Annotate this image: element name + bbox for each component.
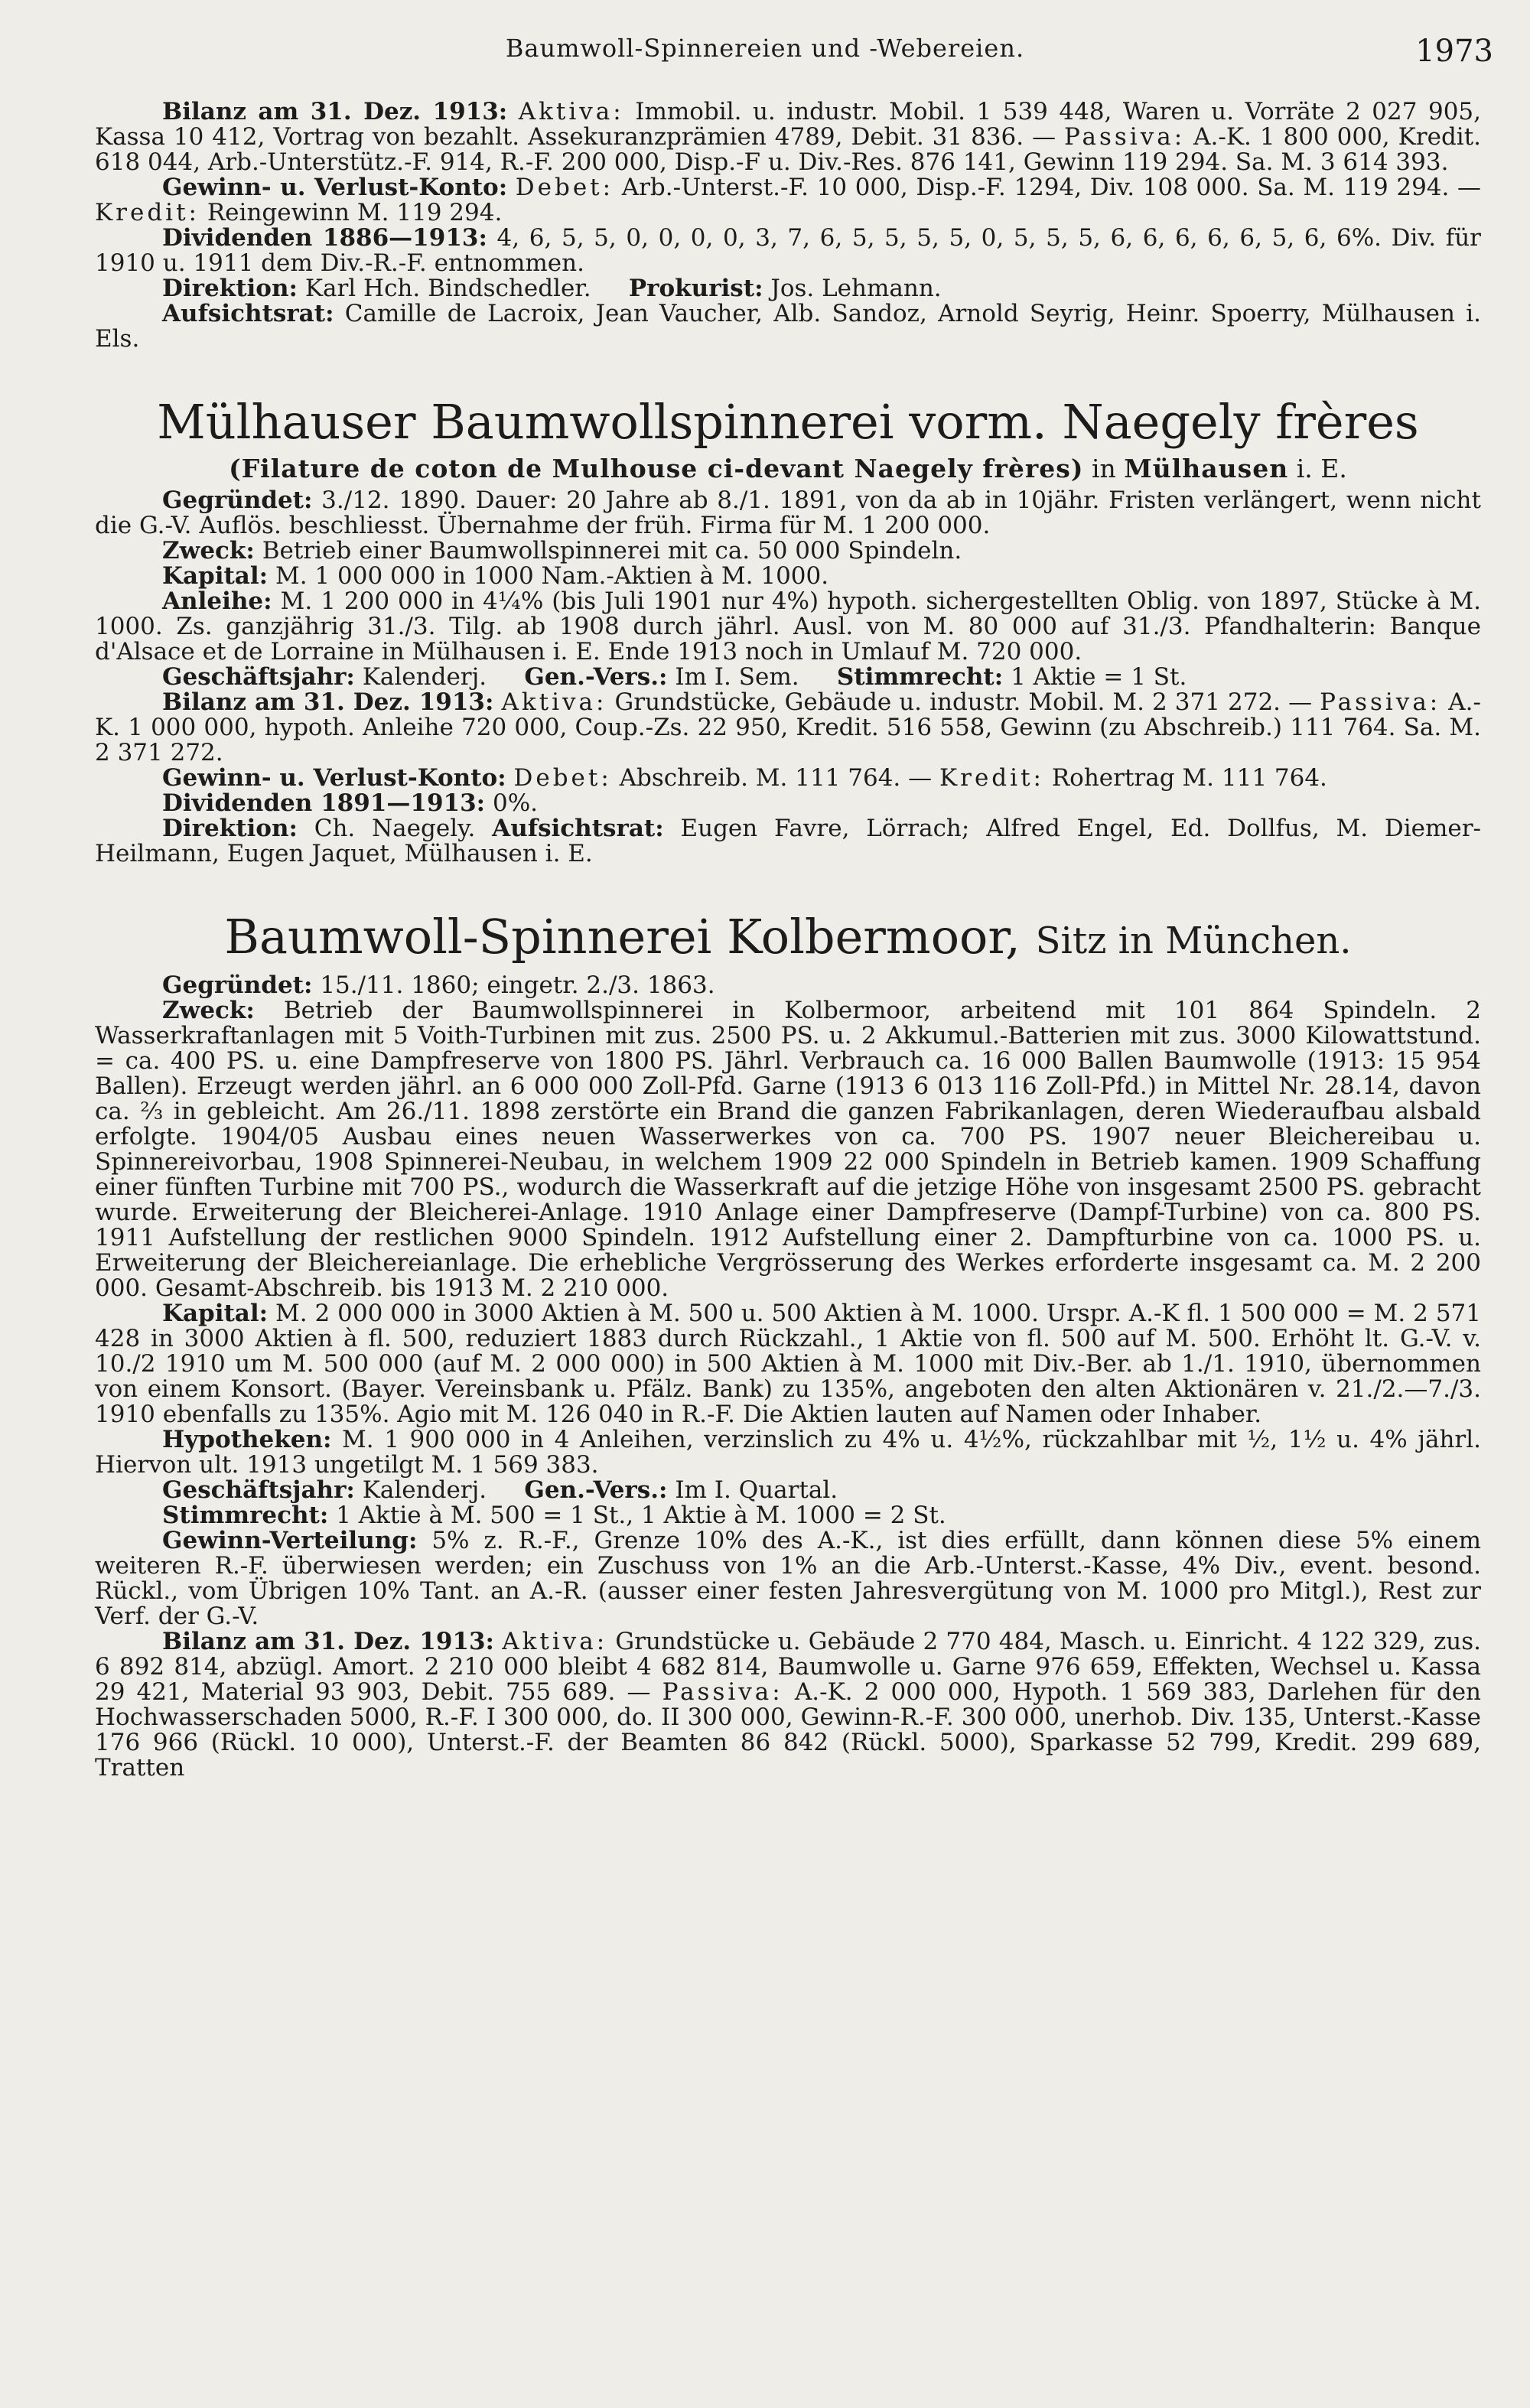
aufsichtsrat-label: Aufsichtsrat: xyxy=(162,300,334,327)
bilanz-label: Bilanz am 31. Dez. 1913: xyxy=(162,688,494,716)
hypotheken-paragraph xyxy=(95,1427,1481,1478)
bilanz-label: Bilanz am 31. Dez. 1913: xyxy=(162,98,508,125)
kapital-label: Kapital: xyxy=(162,1300,269,1327)
page-content xyxy=(95,99,1481,1781)
dividenden-label: Dividenden 1891—1913: xyxy=(162,789,486,817)
zweck-paragraph xyxy=(95,998,1481,1301)
geschaeftsjahr-text: Kalenderj. xyxy=(362,1476,487,1504)
guv-paragraph xyxy=(95,766,1481,791)
genvers-label: Gen.-Vers.: xyxy=(524,663,668,691)
passiva-word: Passiva: xyxy=(1064,123,1186,151)
guv-debet-text: Arb.-Unterst.-F. 10 000, Disp.-F. 1294, Div. 108 000. Sa. M. 119 294. — xyxy=(621,174,1482,201)
guv-debet-text: Abschreib. M. 111 764. — xyxy=(619,764,933,792)
zweck-paragraph xyxy=(95,539,1481,564)
bilanz-passiva-text: A.-K. 1 000 000, hypoth. Anleihe 720 000, Coup.-Zs. 22 950, Kredit. 516 558, Gewinn (zu Abschreib.) 111 764. Sa. M. 2 371 272. xyxy=(95,688,1482,766)
aufsichtsrat-text: Camille de Lacroix, Jean Vaucher, Alb. Sandoz, Arnold Seyrig, Heinr. Spoerry, Mülhausen i. Els. xyxy=(95,300,1481,353)
passiva-word: Passiva: xyxy=(1320,688,1441,716)
gegruendet-label: Gegründet: xyxy=(162,486,313,514)
bilanz-passiva-text: A.-K. 2 000 000, Hypoth. 1 569 383, Darlehen für den Hochwasserschaden 5000, R.-F. I 300 000, do. II 300 000, Gewinn-R.-F. 300 000, unerhob. Div. 135, Unterst.-Kasse 176 966 (Rückl. 10 000), Unterst.-F. der Beamten 86 842 (Rückl. 5000), Sparkasse 52 799, Kredit. 299 689, Tratten xyxy=(95,1678,1481,1782)
kapital-label: Kapital: xyxy=(162,562,269,590)
bilanz-paragraph xyxy=(95,1629,1481,1781)
stimmrecht-label: Stimmrecht: xyxy=(836,663,1004,691)
aktiva-word: Aktiva: xyxy=(501,688,607,716)
guv-label: Gewinn- u. Verlust-Konto: xyxy=(162,764,506,792)
kapital-paragraph xyxy=(95,1301,1481,1427)
direktion-paragraph xyxy=(95,276,1481,301)
genvers-text: Im I. Sem. xyxy=(675,663,799,691)
passiva-word: Passiva: xyxy=(662,1678,783,1706)
geschaeftsjahr-paragraph xyxy=(95,665,1481,690)
direktion-paragraph xyxy=(95,816,1481,867)
prokurist-label: Prokurist: xyxy=(628,275,763,302)
kredit-word: Kredit: xyxy=(95,199,200,226)
dividenden-label: Dividenden 1886—1913: xyxy=(162,224,487,252)
entry-kolbermoor xyxy=(95,910,1481,1781)
page-number: 1973 xyxy=(1415,34,1493,69)
bilanz-aktiva-text: Grundstücke u. Gebäude 2 770 484, Masch. u. Einricht. 4 122 329, zus. 6 892 814, abzügl. Amort. 2 210 000 bleibt 4 682 814, Baumwolle u. Garne 976 659, Effekten, Wechsel u. Kassa 29 421, Material 93 903, Debit. 755 689. — xyxy=(95,1628,1482,1706)
guv-paragraph xyxy=(95,175,1481,226)
direktion-label: Direktion: xyxy=(162,275,298,302)
page-header xyxy=(0,34,1530,80)
geschaeftsjahr-label: Geschäftsjahr: xyxy=(162,663,355,691)
subtitle-suffix: i. E. xyxy=(1296,454,1347,483)
gewinnverteilung-text: 5% z. R.-F., Grenze 10% des A.-K., ist dies erfüllt, dann können diese 5% einem weiteren R.-F. überwiesen werden; ein Zuschuss von 1% an die Arb.-Unterst.-Kasse, 4% Div., event. besond. Rückl., vom Übrigen 10% Tant. an A.-R. (ausser einer festen Jahresvergütung von M. 1000 pro Mitgl.), Rest zur Verf. der G.-V. xyxy=(95,1527,1481,1630)
gegruendet-paragraph xyxy=(95,488,1481,539)
dividenden-paragraph xyxy=(95,226,1481,276)
genvers-label: Gen.-Vers.: xyxy=(524,1476,668,1504)
company-subtitle xyxy=(95,454,1481,483)
aufsichtsrat-paragraph xyxy=(95,301,1481,352)
kapital-paragraph xyxy=(95,564,1481,589)
gewinnverteilung-label: Gewinn-Verteilung: xyxy=(162,1527,418,1554)
bilanz-aktiva-text: Immobil. u. industr. Mobil. 1 539 448, Waren u. Vorräte 2 027 905, Kassa 10 412, Vortrag von bezahlt. Assekuranzprämien 4789, Debit. 31 836. — xyxy=(95,98,1481,151)
anleihe-text: M. 1 200 000 in 4¼% (bis Juli 1901 nur 4%) hypoth. sichergestellten Oblig. von 1897, Stücke à M. 1000. Zs. ganzjährig 31./3. Tilg. ab 1908 durch jährl. Ausl. von M. 80 000 auf 31./3. Pfandhalterin: Banque d'Alsace et de Lorraine in Mülhausen i. E. Ende 1913 noch in Umlauf M. 720 000. xyxy=(95,587,1481,665)
bilanz-paragraph xyxy=(95,690,1481,766)
debet-word: Debet: xyxy=(513,764,612,792)
bilanz-label: Bilanz am 31. Dez. 1913: xyxy=(162,1628,494,1655)
anleihe-label: Anleihe: xyxy=(162,587,272,615)
company-title xyxy=(95,910,1481,968)
kredit-word: Kredit: xyxy=(939,764,1044,792)
bilanz-passiva-text: A.-K. 1 800 000, Kredit. 618 044, Arb.-Unterstütz.-F. 914, R.-F. 200 000, Disp.-F u. Div.-Res. 876 141, Gewinn 119 294. Sa. M. 3 614 393. xyxy=(95,123,1482,176)
aktiva-word: Aktiva: xyxy=(502,1628,608,1655)
direktion-text: Ch. Naegely. xyxy=(314,815,476,842)
zweck-label: Zweck: xyxy=(162,997,255,1024)
aufsichtsrat-text: Eugen Favre, Lörrach; Alfred Engel, Ed. Dollfus, M. Diemer-Heilmann, Eugen Jaquet, Mülhausen i. E. xyxy=(95,815,1481,867)
company-title-seat: Sitz in München. xyxy=(1035,919,1352,962)
direktion-text: Karl Hch. Bindschedler. xyxy=(304,275,591,302)
geschaeftsjahr-paragraph xyxy=(95,1478,1481,1503)
entry-naegely xyxy=(95,395,1481,867)
gegruendet-text: 15./11. 1860; eingetr. 2./3. 1863. xyxy=(320,971,715,999)
running-head: Baumwoll-Spinnereien und -Webereien. xyxy=(505,34,1025,63)
hypotheken-text: M. 1 900 000 in 4 Anleihen, verzinslich zu 4% u. 4½%, rückzahlbar mit ½, 1½ u. 4% jährl. Hiervon ult. 1913 ungetilgt M. 1 569 383. xyxy=(95,1426,1481,1479)
gegruendet-label: Gegründet: xyxy=(162,971,313,999)
bilanz-aktiva-text: Grundstücke, Gebäude u. industr. Mobil. M. 2 371 272. — xyxy=(614,688,1313,716)
company-title: Mülhauser Baumwollspinnerei vorm. Naegely frères xyxy=(157,394,1419,450)
hypotheken-label: Hypotheken: xyxy=(162,1426,332,1453)
zweck-text: Betrieb der Baumwollspinnerei in Kolbermoor, arbeitend mit 101 864 Spindeln. 2 Wasserkraftanlagen mit 5 Voith-Turbinen mit zus. 2500 PS. u. 2 Akkumul.-Batterien mit zus. 3000 Kilowattstund. = ca. 400 PS. u. eine Dampfreserve von 1800 PS. Jährl. Verbrauch ca. 16 000 Ballen Baumwolle (1913: 15 954 Ballen). Erzeugt werden jährl. an 6 000 000 Zoll-Pfd. Garne (1913 6 013 116 Zoll-Pfd.) in Mittel Nr. 28.14, davon ca. ⅔ in gebleicht. Am 26./11. 1898 zerstörte ein Brand die ganzen Fabrikanlagen, deren Wiederaufbau alsbald erfolgte. 1904/05 Ausbau eines neuen Wasserwerkes von ca. 700 PS. 1907 neuer Bleichereibau u. Spinnereivorbau, 1908 Spinnerei-Neubau, in welchem 1909 22 000 Spindeln in Betrieb kamen. 1909 Schaffung einer fünften Turbine mit 700 PS., wodurch die Wasserkraft auf die jetzige Höhe von insgesamt 2500 PS. gebracht wurde. Erweiterung der Bleicherei-Anlage. 1910 Anlage einer Dampfreserve (Dampf-Turbine) von ca. 800 PS. 1911 Aufstellung der restlichen 9000 Spindeln. 1912 Aufstellung einer 2. Dampfturbine von ca. 1000 PS. u. Erweiterung der Bleichereianlage. Die erhebliche Vergrösserung des Werkes erforderte insgesamt ca. M. 2 200 000. Gesamt-Abschreib. bis 1913 M. 2 210 000. xyxy=(95,997,1481,1302)
subtitle-in: in xyxy=(1091,454,1116,483)
guv-kredit-text: Reingewinn M. 119 294. xyxy=(207,199,503,226)
stimmrecht-text: 1 Aktie à M. 500 = 1 St., 1 Aktie à M. 1000 = 2 St. xyxy=(336,1502,946,1529)
prokurist-text: Jos. Lehmann. xyxy=(770,275,942,302)
anleihe-paragraph xyxy=(95,589,1481,665)
kapital-text: M. 2 000 000 in 3000 Aktien à M. 500 u. 500 Aktien à M. 1000. Urspr. A.-K fl. 1 500 000 = M. 2 571 428 in 3000 Aktien à fl. 500, reduziert 1883 durch Rückzahl., 1 Aktie von fl. 500 auf M. 500. Erhöht lt. G.-V. v. 10./2 1910 um M. 500 000 (auf M. 2 000 000) in 500 Aktien à M. 1000 mit Div.-Ber. ab 1./1. 1910, übernommen von einem Konsort. (Bayer. Vereinsbank u. Pfälz. Bank) zu 135%, angeboten den alten Aktionären v. 21./2.—7./3. 1910 ebenfalls zu 135%. Agio mit M. 126 040 in R.-F. Die Aktien lauten auf Namen oder Inhaber. xyxy=(95,1300,1481,1428)
geschaeftsjahr-label: Geschäftsjahr: xyxy=(162,1476,355,1504)
direktion-label: Direktion: xyxy=(162,815,298,842)
dividenden-text: 4, 6, 5, 5, 0, 0, 0, 0, 3, 7, 6, 5, 5, 5, 5, 0, 5, 5, 5, 6, 6, 6, 6, 6, 5, 6, 6%. Div. für 1910 u. 1911 dem Div.-R.-F. entnommen. xyxy=(95,224,1482,277)
bilanz-paragraph xyxy=(95,99,1481,175)
aktiva-word: Aktiva: xyxy=(518,98,624,125)
gegruendet-paragraph xyxy=(95,973,1481,998)
stimmrecht-label: Stimmrecht: xyxy=(162,1502,329,1529)
subtitle-french-name: (Filature de coton de Mulhouse ci-devant Naegely frères) xyxy=(229,454,1084,483)
dividenden-paragraph xyxy=(95,791,1481,816)
guv-label: Gewinn- u. Verlust-Konto: xyxy=(162,174,508,201)
debet-word: Debet: xyxy=(515,174,614,201)
subtitle-city: Mülhausen xyxy=(1124,454,1289,483)
zweck-label: Zweck: xyxy=(162,537,255,565)
gegruendet-text: 3./12. 1890. Dauer: 20 Jahre ab 8./1. 1891, von da ab in 10jähr. Fristen verlängert, wenn nicht die G.-V. Auflös. beschliesst. Übernahme der früh. Firma für M. 1 200 000. xyxy=(95,486,1481,539)
geschaeftsjahr-text: Kalenderj. xyxy=(362,663,487,691)
zweck-text: Betrieb einer Baumwollspinnerei mit ca. 50 000 Spindeln. xyxy=(262,537,962,565)
genvers-text: Im I. Quartal. xyxy=(675,1476,838,1504)
gewinnverteilung-paragraph xyxy=(95,1528,1481,1629)
dividenden-text: 0%. xyxy=(492,789,539,817)
aufsichtsrat-label: Aufsichtsrat: xyxy=(492,815,664,842)
guv-kredit-text: Rohertrag M. 111 764. xyxy=(1051,764,1327,792)
stimmrecht-text: 1 Aktie = 1 St. xyxy=(1011,663,1187,691)
kapital-text: M. 1 000 000 in 1000 Nam.-Aktien à M. 1000. xyxy=(275,562,829,590)
stimmrecht-paragraph xyxy=(95,1503,1481,1528)
company-title-main: Baumwoll-Spinnerei Kolbermoor, xyxy=(224,909,1021,965)
entry-continuation xyxy=(95,99,1481,352)
